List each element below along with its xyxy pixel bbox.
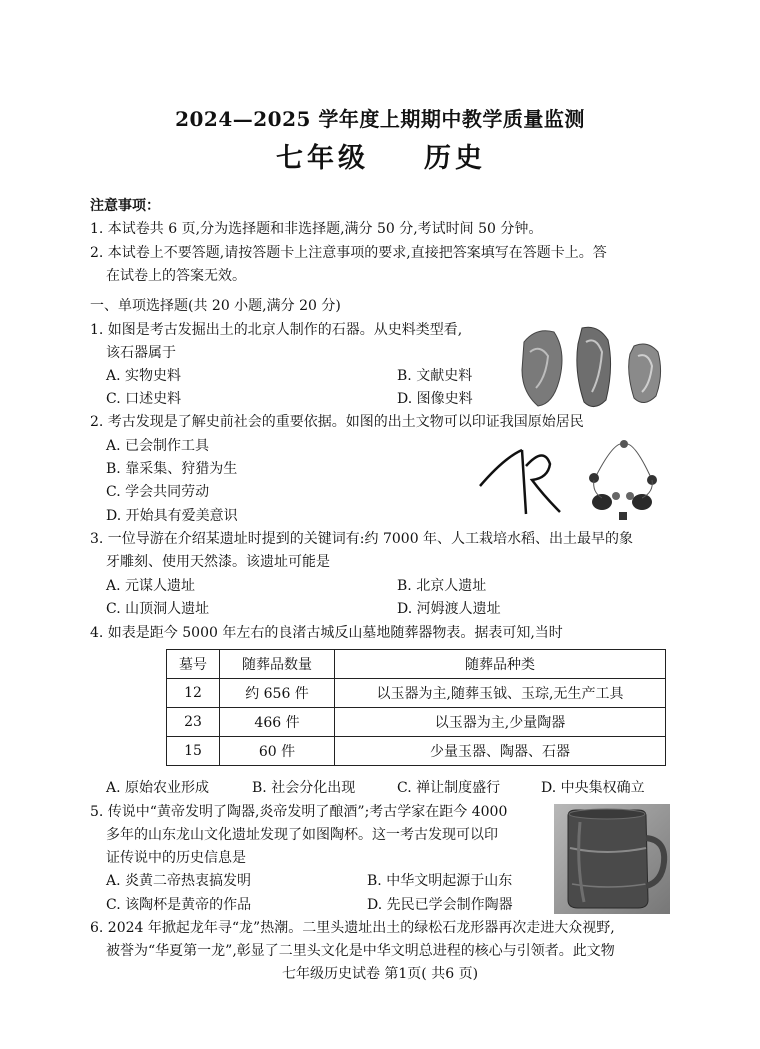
q4-stem: 4. 如表是距今 5000 年左右的良渚古城反山墓地随葬器物表。据表可知,当时 <box>90 625 563 641</box>
q6-stem-line1: 6. 2024 年掀起龙年寻“龙”热潮。二里头遗址出土的绿松石龙形器再次走进大众视野, <box>90 920 615 936</box>
q5-option-d: D. 先民已学会制作陶器 <box>367 897 513 913</box>
table-cell: 60 件 <box>220 737 335 766</box>
q2-option-a: A. 已会制作工具 <box>106 438 210 454</box>
q5-stem-line1: 5. 传说中“黄帝发明了陶器,炎帝发明了酿酒”;考古学家在距今 4000 <box>90 804 508 820</box>
q5-stem-line3: 证传说中的历史信息是 <box>106 850 246 866</box>
q5-option-c: C. 该陶杯是黄帝的作品 <box>106 897 252 913</box>
page-footer: 七年级历史试卷 第1页( 共6 页) <box>281 966 479 982</box>
q3-option-d: D. 河姆渡人遗址 <box>397 601 501 617</box>
q5-stem-line2: 多年的山东龙山文化遗址发现了如图陶杯。这一考古发现可以印 <box>106 827 498 843</box>
q1-option-a: A. 实物史料 <box>106 368 182 384</box>
q1-stem-line1: 1. 如图是考古发掘出土的北京人制作的石器。从史料类型看, <box>90 322 463 338</box>
section-heading: 一、单项选择题(共 20 小题,满分 20 分) <box>90 298 341 314</box>
table-cell: 以玉器为主,少量陶器 <box>335 708 666 737</box>
q2-option-b: B. 靠采集、狩猎为生 <box>106 461 238 477</box>
table-header-cell: 随葬品数量 <box>220 650 335 679</box>
q4-option-a: A. 原始农业形成 <box>106 780 210 796</box>
q3-option-b: B. 北京人遗址 <box>397 578 487 594</box>
q5-option-a: A. 炎黄二帝热衷搞发明 <box>106 873 252 889</box>
notice-item-2-line1: 2. 本试卷上不要答题,请按答题卡上注意事项的要求,直接把答案填写在答题卡上。答 <box>90 245 607 261</box>
q3-option-a: A. 元谋人遗址 <box>106 578 196 594</box>
table-header-cell: 墓号 <box>167 650 220 679</box>
q1-option-c: C. 口述史料 <box>106 391 182 407</box>
table-row <box>167 737 666 766</box>
q2-stem: 2. 考古发现是了解史前社会的重要依据。如图的出土文物可以印证我国原始居民 <box>90 414 584 430</box>
notice-item-2-line2: 在试卷上的答案无效。 <box>106 268 246 284</box>
q1-option-d: D. 图像史料 <box>397 391 473 407</box>
table-cell: 466 件 <box>220 708 335 737</box>
table-cell: 以玉器为主,随葬玉钺、玉琮,无生产工具 <box>335 679 666 708</box>
q2-option-c: C. 学会共同劳动 <box>106 484 210 500</box>
q1-option-b: B. 文献史料 <box>397 368 473 384</box>
q4-option-c: C. 禅让制度盛行 <box>397 780 501 796</box>
table-header-cell: 随葬品种类 <box>335 650 666 679</box>
table-header-row <box>167 650 666 679</box>
table-cell: 12 <box>167 679 220 708</box>
q3-stem-line2: 牙雕刻、使用天然漆。该遗址可能是 <box>106 554 330 570</box>
pottery-cup-image <box>554 804 670 914</box>
q1-stem-line2: 该石器属于 <box>106 345 176 361</box>
q3-option-c: C. 山顶洞人遗址 <box>106 601 210 617</box>
stone-tools-image <box>516 322 668 412</box>
table-row <box>167 708 666 737</box>
table-cell: 15 <box>167 737 220 766</box>
grade-title: 七年级 <box>276 143 369 174</box>
subject-title: 历史 <box>424 143 486 174</box>
q4-option-d: D. 中央集权确立 <box>541 780 645 796</box>
grave-goods-table <box>166 649 666 766</box>
table-cell: 约 656 件 <box>220 679 335 708</box>
table-row <box>167 679 666 708</box>
q2-option-d: D. 开始具有爱美意识 <box>106 508 238 524</box>
table-cell: 23 <box>167 708 220 737</box>
exam-title: 2024—2025 学年度上期期中教学质量监测 <box>175 107 585 131</box>
q5-option-b: B. 中华文明起源于山东 <box>367 873 513 889</box>
q4-option-b: B. 社会分化出现 <box>252 780 356 796</box>
q3-stem-line1: 3. 一位导游在介绍某遗址时提到的关键词有:约 7000 年、人工栽培水稻、出土最早的象 <box>90 531 634 547</box>
table-cell: 少量玉器、陶器、石器 <box>335 737 666 766</box>
notice-heading: 注意事项： <box>90 198 160 214</box>
bone-needle-and-necklace-image <box>474 436 670 526</box>
q6-stem-line2: 被誉为“华夏第一龙”,彰显了二里头文化是中华文明总进程的核心与引领者。此文物 <box>106 943 615 959</box>
notice-item-1: 1. 本试卷共 6 页,分为选择题和非选择题,满分 50 分,考试时间 50 分钟。 <box>90 221 543 237</box>
